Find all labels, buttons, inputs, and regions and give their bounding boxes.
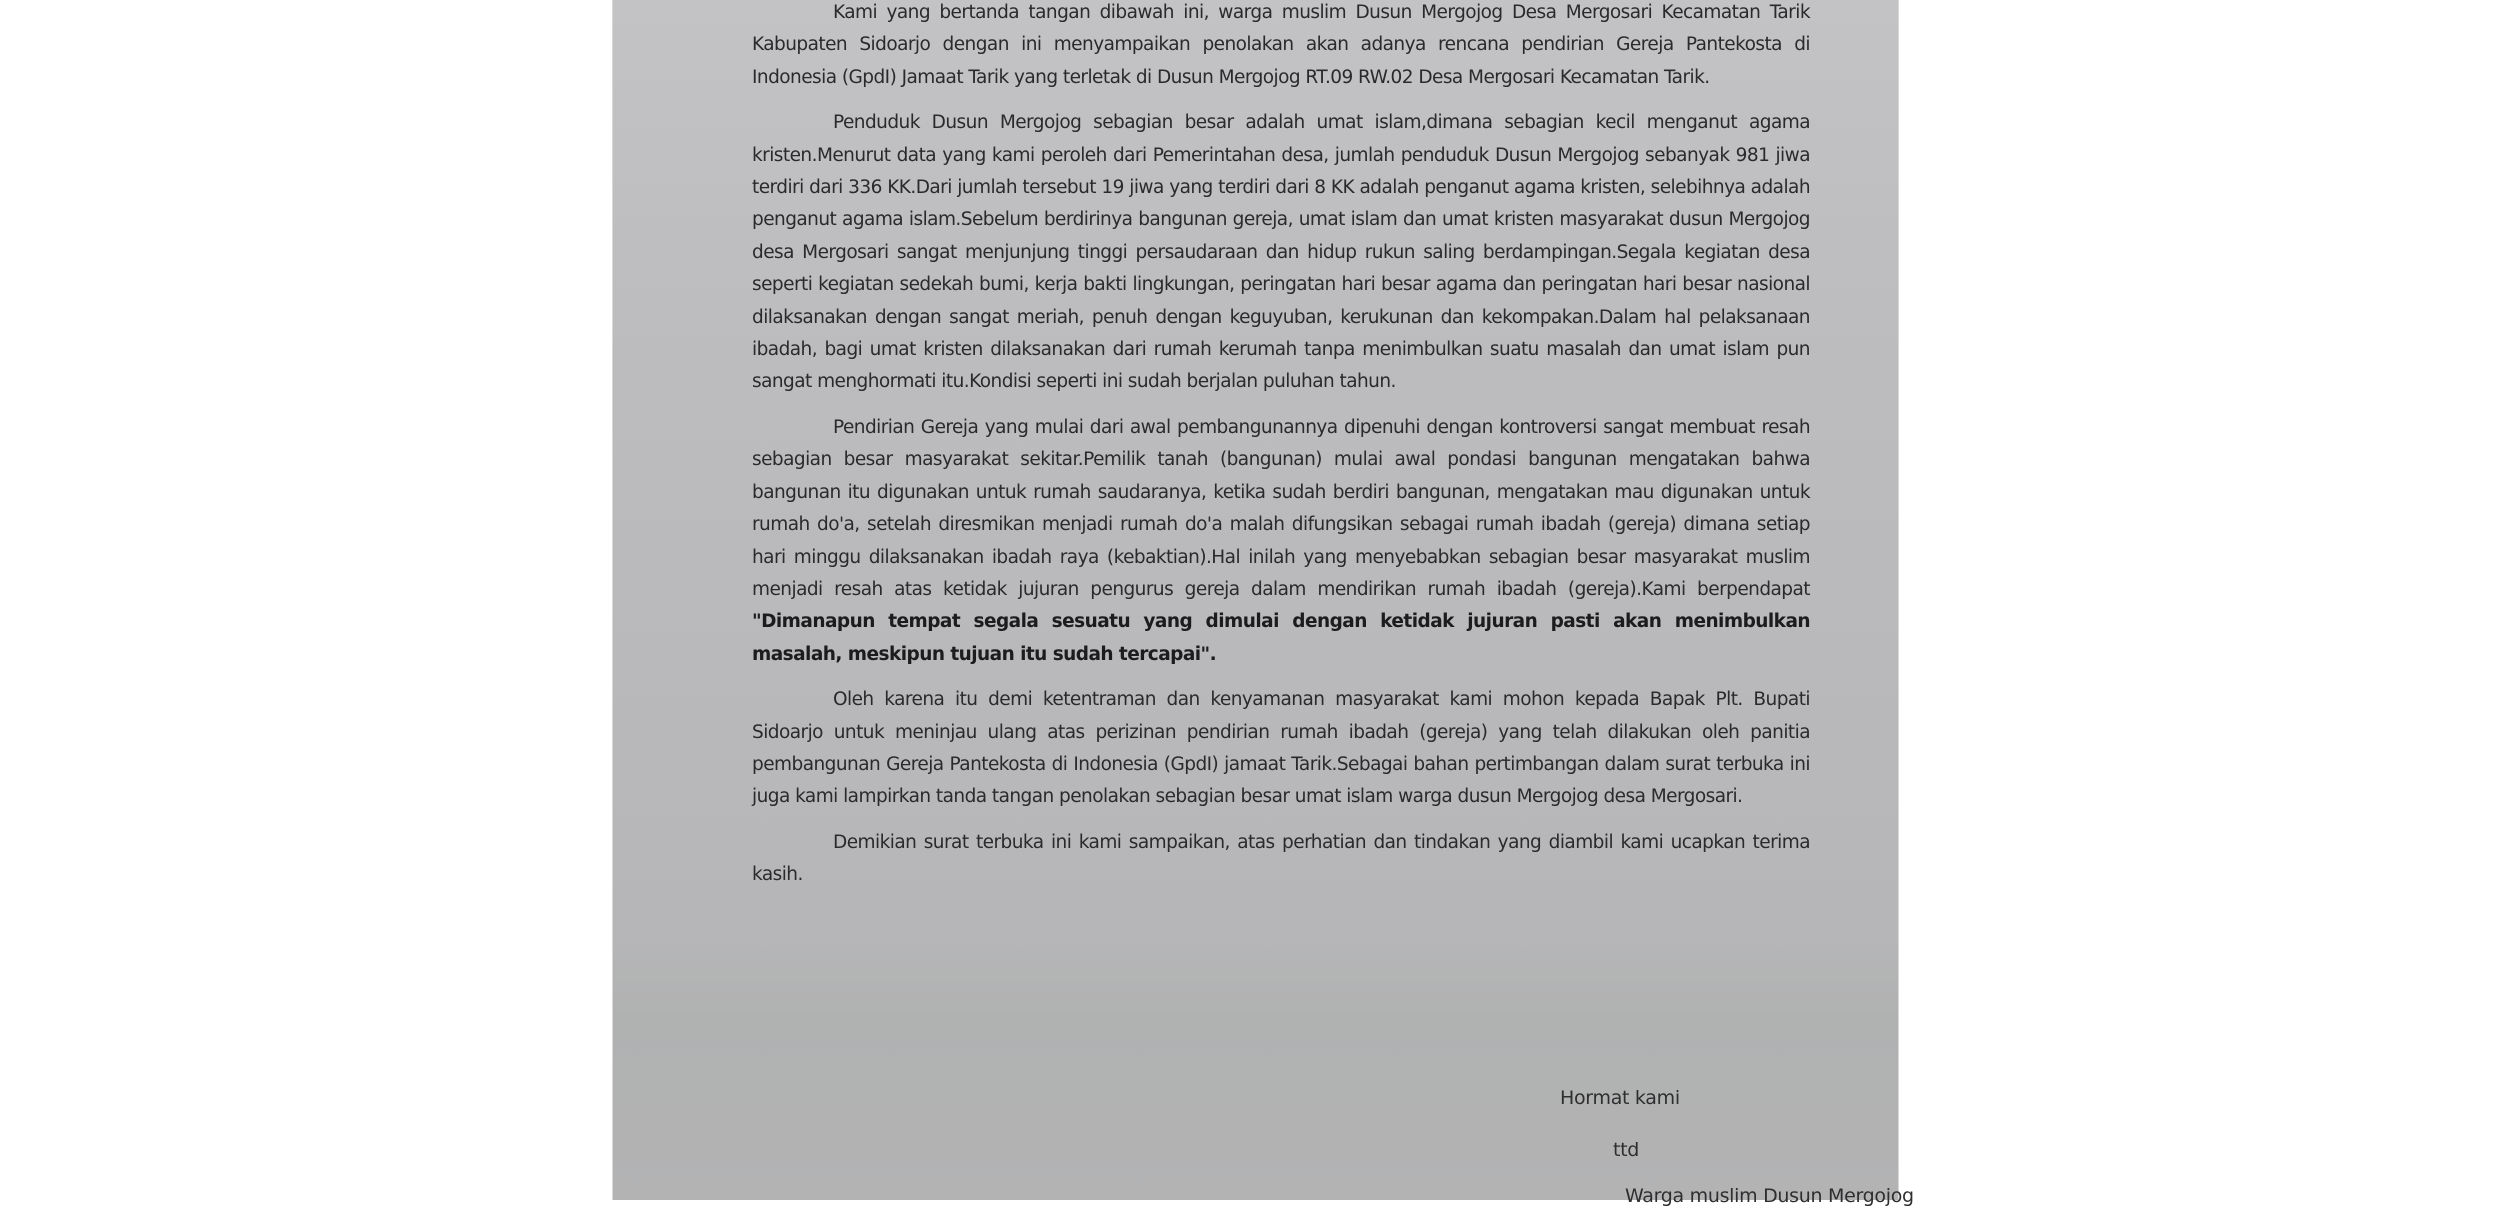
signer-name: Warga muslim Dusun Mergojog bbox=[1625, 1185, 1914, 1207]
paragraph-text: Penduduk Dusun Mergojog sebagian besar adalah umat islam,dimana sebagian kecil menganut agama kristen.Menurut data yang kami peroleh dari Pemerintahan desa, jumlah penduduk Dusun Mergojog sebanyak 981 jiwa terdiri dari 336 KK.Dari jumlah tersebut 19 jiwa yang terdiri dari 8 KK adalah penganut agama kristen, selebihnya adalah penganut agama islam.Sebelum berdirinya bangunan gereja, umat islam dan umat kristen masyarakat dusun Mergojog desa Mergosari sangat menjunjung tinggi persaudaraan dan hidup rukun saling berdampingan.Segala kegiatan desa seperti kegiatan sedekah bumi, kerja bakti lingkungan, peringatan hari besar agama dan peringatan hari besar nasional dilaksanakan dengan sangat meriah, penuh dengan keguyuban, kerukunan dan kekompakan.Dalam hal pelaksanaan ibadah, bagi umat kristen dilaksanakan dari rumah kerumah tanpa menimbulkan suatu masalah dan umat islam pun sangat menghormati itu.Kondisi seperti ini sudah berjalan puluhan tahun. bbox=[752, 112, 1810, 393]
paragraph-closing bbox=[752, 827, 1810, 892]
scanned-letter-page bbox=[613, 0, 1914, 1207]
paragraph-population bbox=[752, 107, 1810, 399]
bold-quote: "Dimanapun tempat segala sesuatu yang dimulai dengan ketidak jujuran pasti akan menimbulkan masalah, meskipun tujuan itu sudah tercapai". bbox=[752, 611, 1810, 665]
letter-body bbox=[752, 0, 1810, 905]
paragraph-controversy bbox=[752, 412, 1810, 671]
closing-regards: Hormat kami bbox=[1560, 1087, 1680, 1109]
paragraph-opening bbox=[752, 0, 1810, 94]
paragraph-text: Oleh karena itu demi ketentraman dan kenyamanan masyarakat kami mohon kepada Bapak Plt. Bupati Sidoarjo untuk meninjau ulang atas perizinan pendirian rumah ibadah (gereja) yang telah dilakukan oleh panitia pembangunan Gereja Pantekosta di Indonesia (GpdI) jamaat Tarik.Sebagai bahan pertimbangan dalam surat terbuka ini juga kami lampirkan tanda tangan penolakan sebagian besar umat islam warga dusun Mergojog desa Mergosari. bbox=[752, 689, 1810, 808]
paragraph-text: Kami yang bertanda tangan dibawah ini, warga muslim Dusun Mergojog Desa Mergosari Kecamatan Tarik Kabupaten Sidoarjo dengan ini menyampaikan penolakan akan adanya rencana pendirian Gereja Pantekosta di Indonesia (GpdI) Jamaat Tarik yang terletak di Dusun Mergojog RT.09 RW.02 Desa Mergosari Kecamatan Tarik. bbox=[752, 2, 1810, 88]
paragraph-text: Pendirian Gereja yang mulai dari awal pembangunannya dipenuhi dengan kontroversi sangat membuat resah sebagian besar masyarakat sekitar.Pemilik tanah (bangunan) mulai awal pondasi bangunan mengatakan bahwa bangunan itu digunakan untuk rumah saudaranya, ketika sudah berdiri bangunan, mengatakan mau digunakan untuk rumah do'a, setelah diresmikan menjadi rumah do'a malah difungsikan sebagai rumah ibadah (gereja) dimana setiap hari minggu dilaksanakan ibadah raya (kebaktian).Hal inilah yang menyebabkan sebagian besar masyarakat muslim menjadi resah atas ketidak jujuran pengurus gereja dalam mendirikan rumah ibadah (gereja).Kami berpendapat bbox=[752, 416, 1810, 600]
signature-mark: ttd bbox=[1613, 1139, 1640, 1161]
paragraph-request bbox=[752, 684, 1810, 814]
paragraph-text: Demikian surat terbuka ini kami sampaikan, atas perhatian dan tindakan yang diambil kami ucapkan terima kasih. bbox=[752, 831, 1810, 886]
